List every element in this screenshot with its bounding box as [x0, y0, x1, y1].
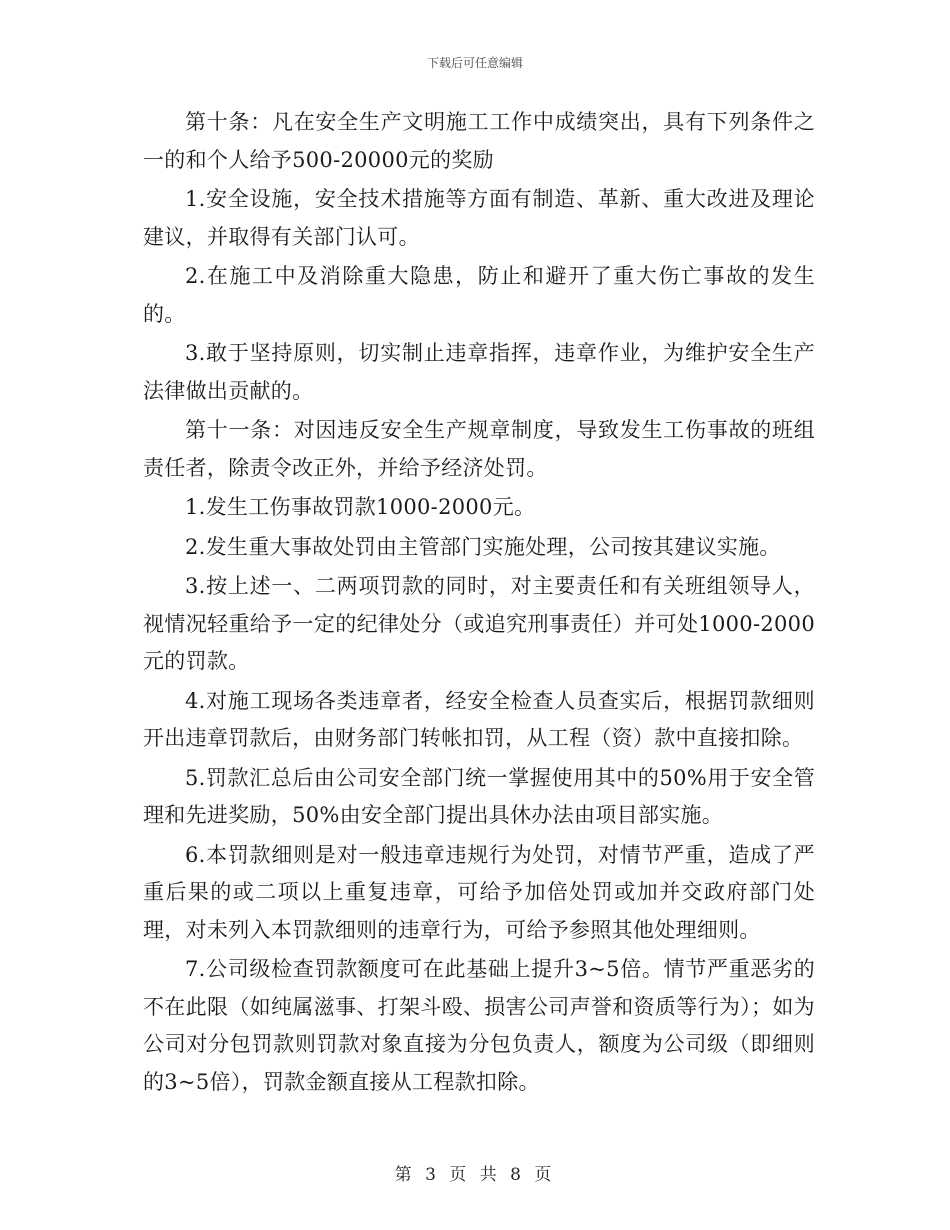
article-10-item-3: 3.敢于坚持原则，切实制止违章指挥，违章作业，为维护安全生产法律做出贡献的。 — [143, 341, 815, 403]
article-10-paragraph: 第十条：凡在安全生产文明施工工作中成绩突出，具有下列条件之一的和个人给予500-20000元的奖励 — [143, 110, 815, 172]
article-11-item-1: 1.发生工伤事故罚款1000-2000元。 — [185, 495, 536, 519]
article-11-item-7: 7.公司级检查罚款额度可在此基础上提升3~5倍。情节严重恶劣的不在此限（如纯属滋事、打架斗殴、损害公司声誉和资质等行为）；如为公司对分包罚款则罚款对象直接为分包负责人，额度为公司级（即细则的3~5倍），罚款金额直接从工程款扣除。 — [143, 957, 815, 1094]
article-11-item-2: 2.发生重大事故处罚由主管部门实施处理，公司按其建议实施。 — [185, 534, 781, 559]
page-header: 下载后可任意编辑 — [426, 56, 523, 70]
document-body — [143, 104, 815, 1103]
article-11-paragraph: 第十一条：对因违反安全生产规章制度，导致发生工伤事故的班组责任者，除责令改正外，并给予经济处罚。 — [143, 418, 815, 480]
article-11-item-6: 6.本罚款细则是对一般违章违规行为处罚，对情节严重，造成了严重后果的或二项以上重复违章，可给予加倍处罚或加并交政府部门处理，对未列入本罚款细则的违章行为，可给予参照其他处理细则。 — [143, 842, 815, 942]
article-11-item-4: 4.对施工现场各类违章者，经安全检查人员查实后，根据罚款细则开出违章罚款后，由财务部门转帐扣罚，从工程（资）款中直接扣除。 — [143, 688, 815, 750]
article-10-item-2: 2.在施工中及消除重大隐患，防止和避开了重大伤亡事故的发生的。 — [143, 264, 815, 326]
page-number-footer: 第 3 页 共 8 页 — [394, 1165, 556, 1185]
article-10-item-1: 1.安全设施，安全技术措施等方面有制造、革新、重大改进及理论建议，并取得有关部门认可。 — [143, 187, 815, 249]
article-11-item-3: 3.按上述一、二两项罚款的同时，对主要责任和有关班组领导人，视情况轻重给予一定的纪律处分（或追究刑事责任）并可处1000-2000元的罚款。 — [143, 574, 815, 673]
article-11-item-5: 5.罚款汇总后由公司安全部门统一掌握使用其中的50%用于安全管理和先进奖励，50%由安全部门提出具休办法由项目部实施。 — [143, 765, 815, 827]
